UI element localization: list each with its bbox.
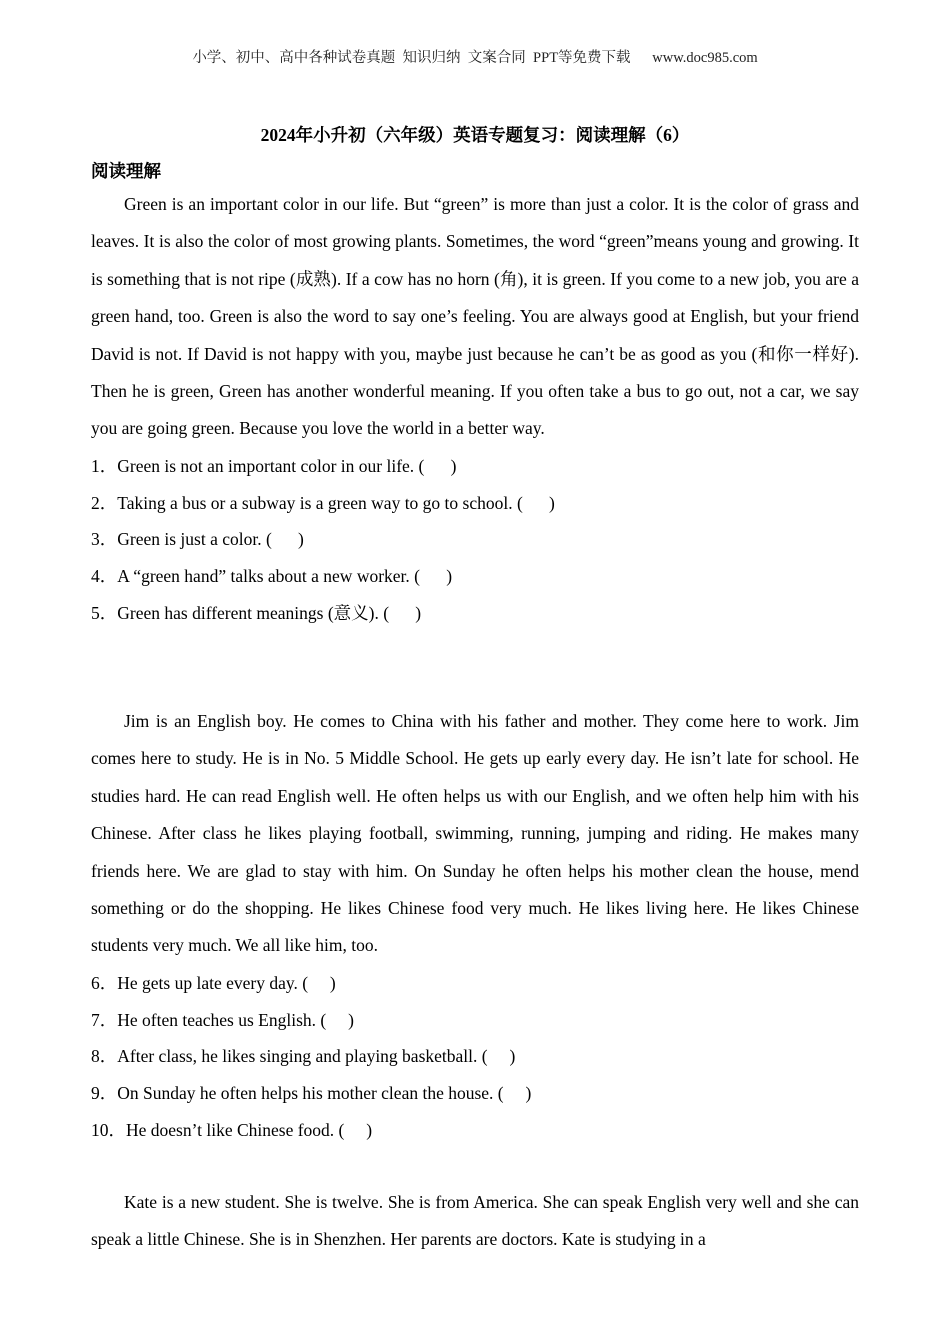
question-item: 4．A “green hand” talks about a new worker. ( ) bbox=[91, 565, 453, 586]
question-item: 6．He gets up late every day. ( ) bbox=[91, 972, 336, 993]
reading-block-1 bbox=[91, 186, 859, 631]
question-item: 10．He doesn’t like Chinese food. ( ) bbox=[91, 1119, 373, 1140]
reading-block-2 bbox=[91, 703, 859, 1148]
question-list-2 bbox=[91, 965, 859, 1148]
passage-2: Jim is an English boy. He comes to China with his father and mother. They come here to work. Jim comes here to study. He is in No. 5 Middle School. He gets up early every day. He isn’t late for school. He studies hard. He can read English well. He often helps us with our English, and we often help him with his Chinese. After class he likes playing football, swimming, running, jumping and riding. He makes many friends here. We are glad to stay with him. On Sunday he often helps his mother clean the house, mend something or do the shopping. He likes Chinese food very much. He likes living here. He likes Chinese students very much. We all like him, too. bbox=[91, 711, 859, 956]
question-item: 7．He often teaches us English. ( ) bbox=[91, 1009, 354, 1030]
question-item: 2．Taking a bus or a subway is a green way to go to school. ( ) bbox=[91, 492, 555, 513]
question-item: 5．Green has different meanings (意义). ( ) bbox=[91, 602, 422, 623]
question-item: 1．Green is not an important color in our life. ( ) bbox=[91, 455, 457, 476]
passage-3: Kate is a new student. She is twelve. She is from America. She can speak English very well and she can speak a little Chinese. She is in Shenzhen. Her parents are doctors. Kate is studying in a bbox=[91, 1192, 859, 1250]
passage-1: Green is an important color in our life. But “green” is more than just a color. It is the color of grass and leaves. It is also the color of most growing plants. Sometimes, the word “green”means young and growing. It is something that is not ripe (成熟). If a cow has no horn (角), it is green. If you come to a new job, you are a green hand, too. Green is also the word to say one’s feeling. You are always good at English, but your friend David is not. If David is not happy with you, maybe just because he can’t be as good as you (和你一样好). Then he is green, Green has another wonderful meaning. If you often take a bus to go out, not a car, we say you are going green. Because you love the world in a better way. bbox=[91, 194, 859, 439]
page-header: 小学、初中、高中各种试卷真题 知识归纳 文案合同 PPT等免费下载 www.doc985.com bbox=[192, 50, 758, 66]
question-item: 9．On Sunday he often helps his mother clean the house. ( ) bbox=[91, 1082, 532, 1103]
reading-block-3 bbox=[91, 1184, 859, 1259]
question-item: 8．After class, he likes singing and playing basketball. ( ) bbox=[91, 1046, 516, 1067]
question-list-1 bbox=[91, 448, 859, 631]
question-item: 3．Green is just a color. ( ) bbox=[91, 529, 304, 550]
section-heading: 阅读理解 bbox=[91, 161, 161, 181]
document-title: 2024年小升初（六年级）英语专题复习：阅读理解（6） bbox=[260, 125, 690, 145]
